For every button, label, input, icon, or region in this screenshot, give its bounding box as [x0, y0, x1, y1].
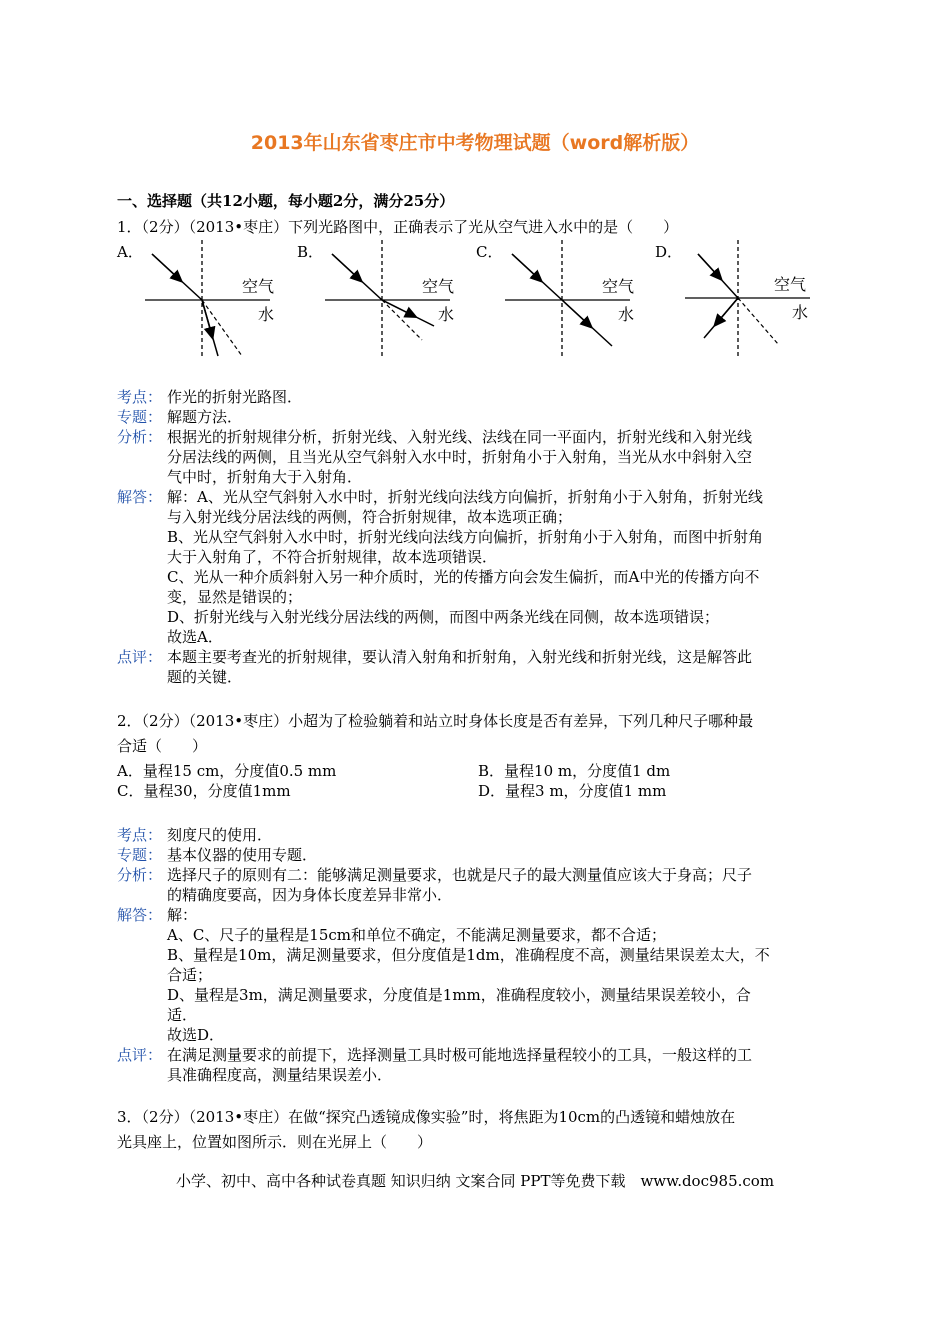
q2-jieda-line: 合适；	[167, 966, 213, 984]
q1-jieda-line: 变，显然是错误的；	[167, 588, 303, 606]
water-label-a: 水	[258, 305, 275, 324]
air-label-a: 空气	[242, 277, 275, 296]
q1-fenxi-label: 分析：	[117, 428, 163, 446]
page-footer: 小学、初中、高中各种试卷真题 知识归纳 文案合同 PPT等免费下载 www.doc985.com	[175, 1172, 775, 1190]
q1-dianping-label: 点评：	[117, 648, 163, 666]
q2-fenxi-line: 选择尺子的原则有二：能够满足测量要求，也就是尺子的最大测量值应该大于身高；尺子	[167, 866, 753, 884]
q2-option-a: A．量程15 cm，分度值0.5 mm	[117, 762, 337, 780]
q1-dianping-line: 题的关键．	[167, 668, 243, 686]
q1-jieda-line: B、光从空气斜射入水中时，折射光线向法线方向偏折，折射角小于入射角，而图中折射角	[167, 528, 764, 546]
q2-option-c: C．量程30，分度值1mm	[117, 782, 291, 800]
q1-jieda-line: 解：A、光从空气斜射入水中时，折射光线向法线方向偏折，折射角小于入射角，折射光线	[167, 488, 763, 506]
section-heading: 一、选择题（共12小题，每小题2分，满分25分）	[117, 192, 455, 210]
q1-kaodian-label: 考点：	[117, 388, 163, 406]
diagram-d	[685, 240, 810, 358]
q2-option-d: D．量程3 m，分度值1 mm	[478, 782, 667, 800]
q1-option-a: A．	[117, 243, 143, 261]
q1-option-b: B．	[297, 243, 324, 261]
q1-fenxi-line: 分居法线的两侧，且当光从空气斜射入水中时，折射角小于入射角，当光从水中斜射入空	[167, 448, 753, 466]
q1-stem: 1．（2分）（2013•枣庄）下列光路图中，正确表示了光从空气进入水中的是（ ）	[117, 218, 679, 236]
q1-jieda-line: D、折射光线与入射光线分居法线的两侧，而图中两条光线在同侧，故本选项错误；	[167, 608, 720, 626]
q2-stem-line: 合适（ ）	[117, 737, 208, 755]
q2-fenxi-label: 分析：	[117, 866, 163, 884]
diagram-b	[325, 240, 454, 358]
q1-jieda-line: C、光从一种介质斜射入另一种介质时，光的传播方向会发生偏折，而A中光的传播方向不	[167, 568, 760, 586]
q2-jieda-line: 适．	[167, 1006, 198, 1024]
q2-kaodian-label: 考点：	[117, 826, 163, 844]
q1-fenxi-line: 根据光的折射规律分析，折射光线、入射光线、法线在同一平面内，折射光线和入射光线	[167, 428, 753, 446]
q1-option-d: D．	[655, 243, 683, 261]
page-title: 2013年山东省枣庄市中考物理试题（word解析版）	[250, 132, 700, 154]
q3-stem-line: 光具座上，位置如图所示．则在光屏上（ ）	[117, 1133, 433, 1151]
air-label-d: 空气	[774, 275, 807, 294]
q2-dianping-line: 具准确程度高，测量结果误差小．	[167, 1066, 393, 1084]
q1-diagrams	[130, 240, 850, 370]
q3-stem-line: 3．（2分）（2013•枣庄）在做“探究凸透镜成像实验”时，将焦距为10cm的凸透镜和蜡烛放在	[117, 1108, 736, 1126]
q1-fenxi-line: 气中时，折射角大于入射角．	[167, 468, 363, 486]
q2-zhuanti: 基本仪器的使用专题．	[167, 846, 318, 864]
q1-jieda-line: 与入射光线分居法线的两侧，符合折射规律，故本选项正确；	[167, 508, 573, 526]
q2-zhuanti-label: 专题：	[117, 846, 163, 864]
air-label-b: 空气	[422, 277, 455, 296]
q1-jieda-label: 解答：	[117, 488, 163, 506]
q2-jieda-line: B、量程是10m，满足测量要求，但分度值是1dm，准确程度不高，测量结果误差太大，不	[167, 946, 770, 964]
q2-jieda-line: A、C、尺子的量程是15cm和单位不确定，不能满足测量要求，都不合适；	[167, 926, 667, 944]
q2-jieda-label: 解答：	[117, 906, 163, 924]
q1-dianping-line: 本题主要考查光的折射规律，要认清入射角和折射角，入射光线和折射光线，这是解答此	[167, 648, 753, 666]
water-label-d: 水	[792, 303, 809, 322]
q2-fenxi-line: 的精确度要高，因为身体长度差异非常小．	[167, 886, 453, 904]
q2-jieda-line: 故选D．	[167, 1026, 225, 1044]
q2-jieda-line: D、量程是3m，满足测量要求，分度值是1mm，准确程度较小，测量结果误差较小，合	[167, 986, 751, 1004]
air-label-c: 空气	[602, 277, 635, 296]
q1-kaodian: 作光的折射光路图．	[167, 388, 303, 406]
q1-zhuanti: 解题方法．	[167, 408, 243, 426]
diagram-c	[505, 240, 634, 358]
q2-stem-line: 2．（2分）（2013•枣庄）小超为了检验躺着和站立时身体长度是否有差异，下列几种尺子哪种最	[117, 712, 754, 730]
q2-dianping-line: 在满足测量要求的前提下，选择测量工具时极可能地选择量程较小的工具，一般这样的工	[167, 1046, 753, 1064]
q1-jieda-line: 故选A．	[167, 628, 223, 646]
water-label-c: 水	[618, 305, 635, 324]
q2-kaodian: 刻度尺的使用．	[167, 826, 273, 844]
q2-jieda-line: 解：	[167, 906, 198, 924]
water-label-b: 水	[438, 305, 455, 324]
q1-zhuanti-label: 专题：	[117, 408, 163, 426]
diagram-a	[145, 240, 274, 358]
q2-option-b: B．量程10 m，分度值1 dm	[478, 762, 671, 780]
q2-dianping-label: 点评：	[117, 1046, 163, 1064]
q1-option-c: C．	[476, 243, 503, 261]
q1-jieda-line: 大于入射角了，不符合折射规律，故本选项错误．	[167, 548, 498, 566]
